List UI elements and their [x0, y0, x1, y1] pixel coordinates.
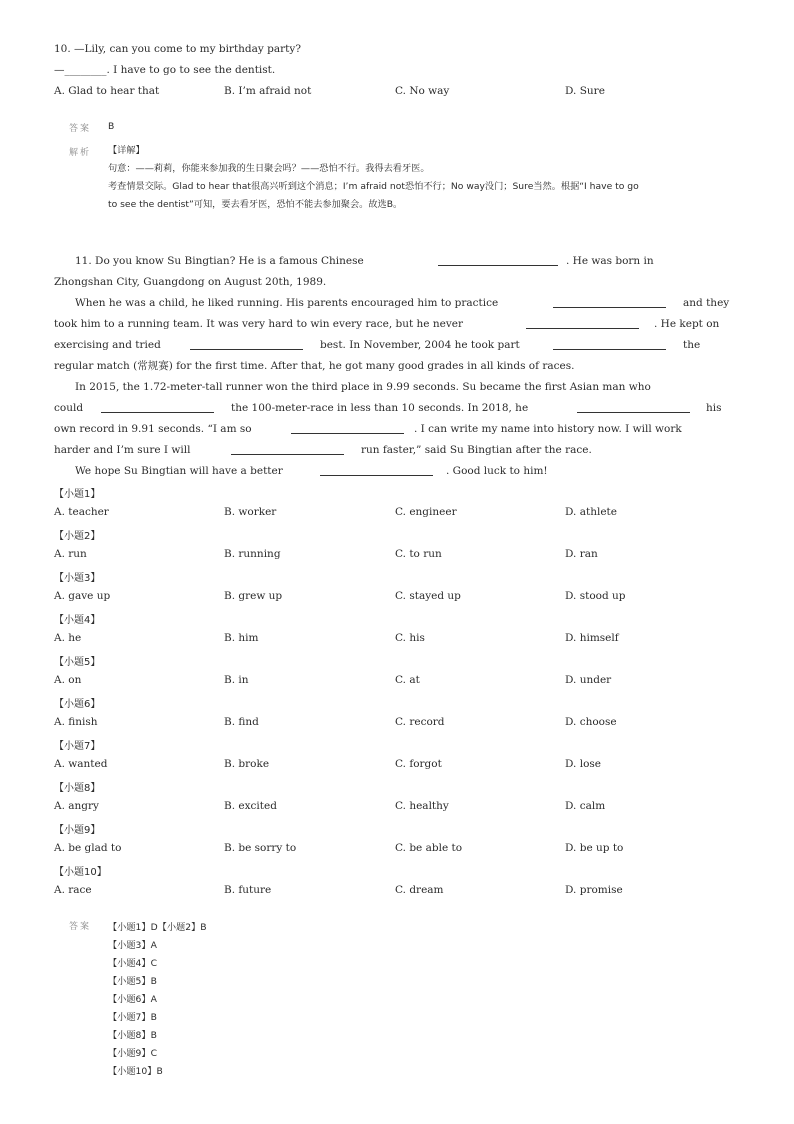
option-a: A. wanted — [54, 758, 108, 770]
passage-line: We hope Su Bingtian will have a better — [75, 465, 283, 477]
option-d: D. lose — [565, 758, 602, 770]
passage-line: Zhongshan City, Guangdong on August 20th, 1989. — [54, 276, 327, 288]
passage-line: own record in 9.91 seconds. “I am so — [54, 423, 252, 435]
q10-option-d: D. Sure — [565, 85, 605, 97]
option-b: B. excited — [224, 800, 277, 812]
option-d: D. calm — [565, 800, 606, 812]
q10-option-c: C. No way — [395, 85, 450, 97]
answer-line: 【小题6】A — [108, 994, 157, 1005]
passage-line: the 100-meter-race in less than 10 seconds. In 2018, he — [231, 402, 529, 414]
subquestion-label: 【小题2】 — [54, 531, 101, 542]
q10-analysis-line: 句意：——莉莉，你能来参加我的生日聚会吗？——恐怕不行。我得去看牙医。 — [108, 163, 430, 174]
passage-line: In 2015, the 1.72-meter-tall runner won the third place in 9.99 seconds. Su became the first Asian man who — [75, 381, 651, 393]
q10-option-a: A. Glad to hear that — [54, 85, 160, 97]
subquestion-label: 【小题1】 — [54, 489, 101, 500]
option-a: A. finish — [54, 716, 98, 728]
subquestion-label: 【小题10】 — [54, 867, 107, 878]
q10-answer-label: 答案 — [69, 124, 92, 134]
q10-analysis-line: 考查情景交际。Glad to hear that很高兴听到这个消息；I’m afraid not恐怕不行；No way没门；Sure当然。根据“I have to go — [108, 181, 639, 192]
option-b: B. find — [224, 716, 259, 728]
q10-analysis-line: to see the dentist”可知，要去看牙医，恐怕不能去参加聚会。故选B。 — [108, 199, 403, 210]
passage-line: . He kept on — [654, 318, 720, 330]
passage-line: and they — [683, 297, 730, 309]
passage-line: the — [683, 339, 701, 351]
option-a: A. angry — [54, 800, 99, 812]
blank-3 — [526, 328, 639, 329]
option-a: A. teacher — [54, 506, 109, 518]
subquestion-label: 【小题3】 — [54, 573, 101, 584]
passage-line: regular match (常规赛) for the first time. After that, he got many good grades in all kinds of races. — [54, 360, 575, 372]
answer-line: 【小题3】A — [108, 940, 157, 951]
passage-line: . I can write my name into history now. I will work — [414, 423, 682, 435]
passage-line: 11. Do you know Su Bingtian? He is a famous Chinese — [75, 255, 364, 267]
blank-7 — [577, 412, 690, 413]
blank-9 — [231, 454, 344, 455]
option-c: C. stayed up — [395, 590, 461, 602]
option-b: B. future — [224, 884, 272, 896]
option-c: C. his — [395, 632, 425, 644]
option-d: D. athlete — [565, 506, 617, 518]
subquestion-label: 【小题4】 — [54, 615, 101, 626]
passage-line: When he was a child, he liked running. His parents encouraged him to practice — [75, 297, 499, 309]
passage-line: best. In November, 2004 he took part — [320, 339, 520, 351]
option-b: B. broke — [224, 758, 270, 770]
answer-line: 【小题1】D【小题2】B — [108, 922, 207, 933]
blank-6 — [101, 412, 214, 413]
option-a: A. on — [54, 674, 82, 686]
option-c: C. at — [395, 674, 420, 686]
option-c: C. healthy — [395, 800, 449, 812]
blank-10 — [320, 475, 433, 476]
subquestion-label: 【小题8】 — [54, 783, 101, 794]
option-c: C. forgot — [395, 758, 442, 770]
passage-line: his — [706, 402, 722, 414]
subquestion-label: 【小题9】 — [54, 825, 101, 836]
option-d: D. be up to — [565, 842, 624, 854]
option-b: B. grew up — [224, 590, 283, 602]
passage-line: run faster,” said Su Bingtian after the race. — [361, 444, 592, 456]
option-a: A. gave up — [54, 590, 111, 602]
q10-option-b: B. I’m afraid not — [224, 85, 312, 97]
passage-line: harder and I’m sure I will — [54, 444, 191, 456]
q11-answer-label: 答案 — [69, 922, 92, 932]
blank-1 — [438, 265, 558, 266]
option-c: C. dream — [395, 884, 444, 896]
option-a: A. race — [54, 884, 92, 896]
option-c: C. to run — [395, 548, 442, 560]
passage-line: . Good luck to him! — [446, 465, 548, 477]
option-c: C. be able to — [395, 842, 463, 854]
option-a: A. he — [54, 632, 82, 644]
answer-line: 【小题5】B — [108, 976, 157, 987]
q10-response: —________. I have to go to see the dentist. — [54, 64, 276, 76]
passage-line: exercising and tried — [54, 339, 161, 351]
q10-answer: B — [108, 121, 115, 132]
option-b: B. worker — [224, 506, 277, 518]
q10-analysis-head: 【详解】 — [108, 145, 145, 156]
answer-line: 【小题8】B — [108, 1030, 157, 1041]
answer-line: 【小题10】B — [108, 1066, 163, 1077]
blank-5 — [553, 349, 666, 350]
passage-line: took him to a running team. It was very hard to win every race, but he never — [54, 318, 463, 330]
option-d: D. choose — [565, 716, 617, 728]
option-c: C. record — [395, 716, 445, 728]
subquestion-label: 【小题6】 — [54, 699, 101, 710]
option-b: B. be sorry to — [224, 842, 297, 854]
blank-2 — [553, 307, 666, 308]
option-a: A. be glad to — [54, 842, 122, 854]
option-b: B. in — [224, 674, 249, 686]
passage-line: . He was born in — [566, 255, 654, 267]
q10-analysis-label: 解析 — [69, 148, 92, 158]
passage-line: could — [54, 402, 84, 414]
blank-8 — [291, 433, 404, 434]
option-d: D. himself — [565, 632, 619, 644]
option-b: B. him — [224, 632, 259, 644]
option-d: D. stood up — [565, 590, 626, 602]
option-d: D. under — [565, 674, 612, 686]
option-c: C. engineer — [395, 506, 457, 518]
q10-question: 10. —Lily, can you come to my birthday party? — [54, 43, 301, 55]
option-a: A. run — [54, 548, 87, 560]
answer-line: 【小题9】C — [108, 1048, 158, 1059]
option-d: D. promise — [565, 884, 623, 896]
option-b: B. running — [224, 548, 281, 560]
option-d: D. ran — [565, 548, 598, 560]
answer-line: 【小题4】C — [108, 958, 158, 969]
subquestion-label: 【小题5】 — [54, 657, 101, 668]
answer-line: 【小题7】B — [108, 1012, 157, 1023]
blank-4 — [190, 349, 303, 350]
subquestion-label: 【小题7】 — [54, 741, 101, 752]
